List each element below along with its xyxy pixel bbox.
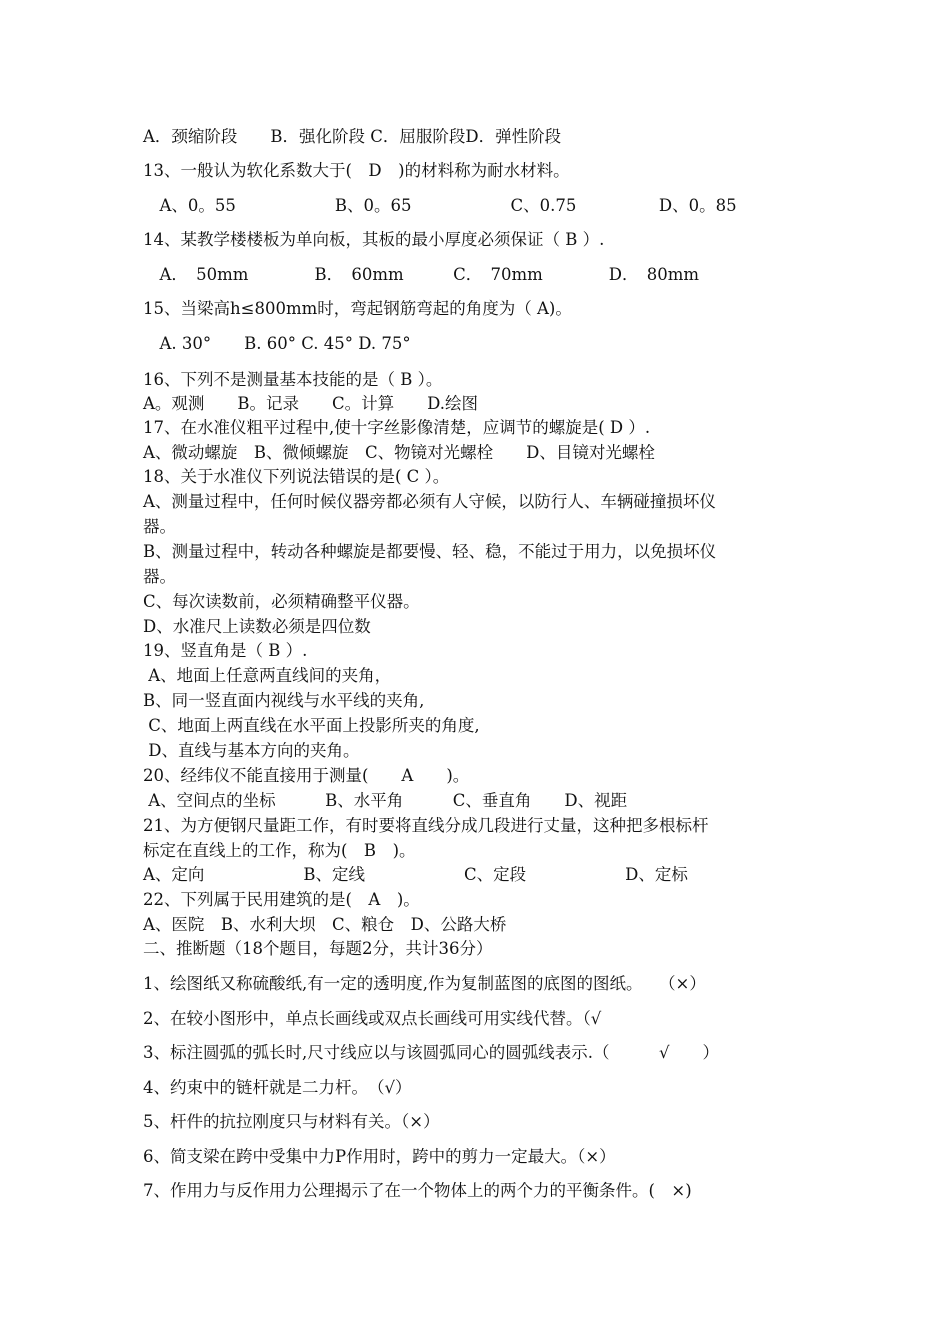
judgement-5: 5、杆件的抗拉刚度只与材料有关。（×） xyxy=(143,1112,440,1131)
question-17-options: A、微动螺旋 B、微倾螺旋 C、物镜对光螺栓 D、目镜对光螺栓 xyxy=(143,443,655,462)
question-22: 22、下列属于民用建筑的是( A )。 xyxy=(143,890,420,909)
question-20-options: A、空间点的坐标 B、水平角 C、垂直角 D、视距 xyxy=(143,791,628,810)
judgement-6: 6、简支梁在跨中受集中力P作用时，跨中的剪力一定最大。（×） xyxy=(143,1147,616,1166)
question-13: 13、一般认为软化系数大于( D )的材料称为耐水材料。 xyxy=(143,161,570,180)
section-heading: 二、推断题（18个题目，每题2分，共计36分） xyxy=(143,939,493,958)
question-18-option-a-cont: 器。 xyxy=(143,517,176,536)
judgement-2: 2、在较小图形中，单点长画线或双点长画线可用实线代替。（√ xyxy=(143,1009,602,1028)
question-21: 21、为方便钢尺量距工作，有时要将直线分成几段进行丈量，这种把多根标杆 xyxy=(143,816,709,835)
question-16: 16、下列不是测量基本技能的是（ B ）。 xyxy=(143,370,443,389)
text-line: A．颈缩阶段 B．强化阶段 C．屈服阶段D．弹性阶段 xyxy=(143,127,562,146)
question-18-option-b-cont: 器。 xyxy=(143,567,176,586)
judgement-1: 1、绘图纸又称硫酸纸,有一定的透明度,作为复制蓝图的底图的图纸。 （×） xyxy=(143,974,706,993)
question-18-option-a: A、测量过程中，任何时候仪器旁都必须有人守候，以防行人、车辆碰撞损坏仪 xyxy=(143,492,716,511)
question-18: 18、关于水准仪下列说法错误的是( C ）。 xyxy=(143,467,450,486)
question-14: 14、某教学楼楼板为单向板，其板的最小厚度必须保证（ B ）. xyxy=(143,230,605,249)
judgement-7: 7、作用力与反作用力公理揭示了在一个物体上的两个力的平衡条件。( ×) xyxy=(143,1181,692,1200)
question-20: 20、经纬仪不能直接用于测量( A )。 xyxy=(143,766,470,785)
question-19: 19、竖直角是（ B ）. xyxy=(143,641,308,660)
question-18-option-c: C、每次读数前，必须精确整平仪器。 xyxy=(143,592,420,611)
judgement-3: 3、标注圆弧的弧长时,尺寸线应以与该圆弧同心的圆弧线表示.（ √ ） xyxy=(143,1043,720,1062)
question-19-option-d: D、直线与基本方向的夹角。 xyxy=(143,741,360,760)
question-21-cont: 标定在直线上的工作，称为( B )。 xyxy=(143,841,416,860)
question-15-options: A. 30° B. 60° C. 45° D. 75° xyxy=(143,334,411,353)
question-21-options: A、定向 B、定线 C、定段 D、定标 xyxy=(143,865,688,884)
question-13-options: A、0。55 B、0。65 C、0.75 D、0。85 xyxy=(143,196,737,215)
question-19-option-c: C、地面上两直线在水平面上投影所夹的角度, xyxy=(143,716,480,735)
question-18-option-d: D、水准尺上读数必须是四位数 xyxy=(143,617,371,636)
question-14-options: A． 50mm B． 60mm C． 70mm D． 80mm xyxy=(143,265,700,284)
question-18-option-b: B、测量过程中，转动各种螺旋是都要慢、轻、稳，不能过于用力，以免损坏仪 xyxy=(143,542,717,561)
question-17: 17、在水准仪粗平过程中,使十字丝影像清楚，应调节的螺旋是( D ）. xyxy=(143,418,651,437)
question-19-option-a: A、地面上任意两直线间的夹角， xyxy=(143,666,392,685)
question-16-options: A。观测 B。记录 C。计算 D.绘图 xyxy=(143,394,479,413)
question-22-options: A、医院 B、水利大坝 C、粮仓 D、公路大桥 xyxy=(143,915,507,934)
question-15: 15、当梁高h≤800mm时，弯起钢筋弯起的角度为（ A)。 xyxy=(143,299,572,318)
question-19-option-b: B、同一竖直面内视线与水平线的夹角, xyxy=(143,691,425,710)
judgement-4: 4、约束中的链杆就是二力杆。 （√） xyxy=(143,1078,412,1097)
